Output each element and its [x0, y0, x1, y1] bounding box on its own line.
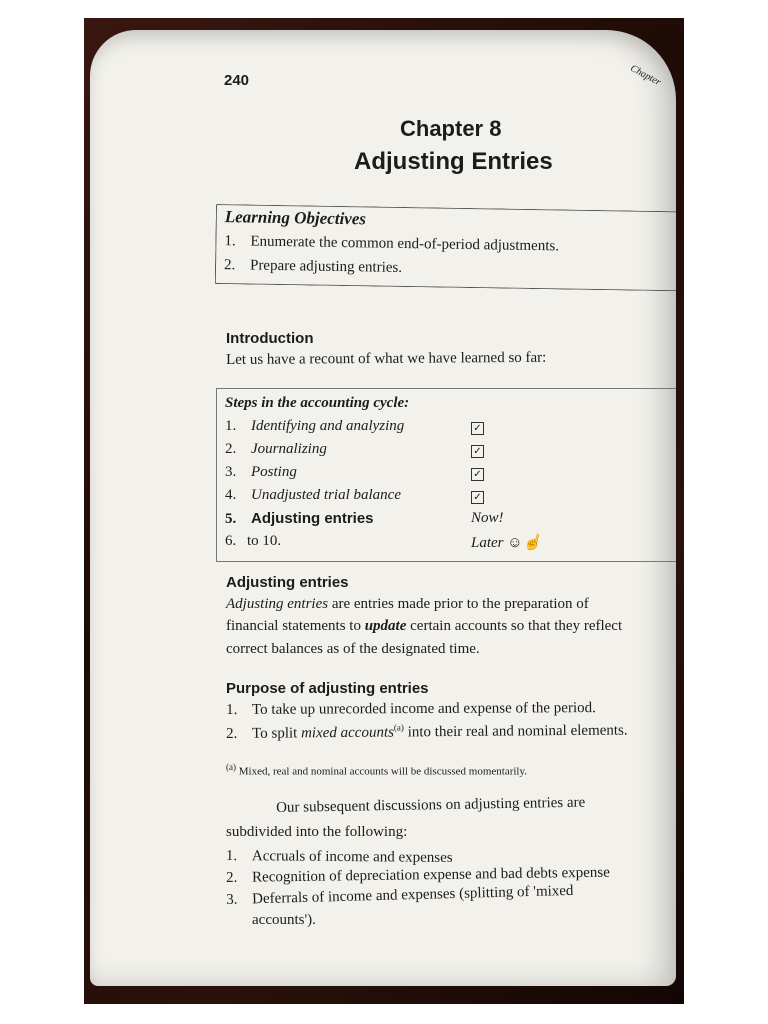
chapter-title: Adjusting Entries [354, 148, 553, 175]
list-item: 3. Deferrals of income and expenses (splitting of 'mixed [226, 882, 574, 908]
objective-item [224, 257, 402, 277]
step-item [225, 464, 297, 481]
step-label: Adjusting entries [251, 510, 374, 527]
objective-number: 2. [223, 257, 236, 274]
checkbox-checked-icon: ✓ [471, 445, 484, 458]
purpose-item: 2. To split mixed accounts$^{(a)}$ into their real and nominal elements. [226, 722, 628, 742]
paragraph-line: subdivided into the following: [226, 824, 408, 840]
objective-number: 1. [224, 233, 236, 250]
learning-objectives-box [215, 204, 676, 292]
list-item: 1. Accruals of income and expenses [225, 848, 453, 866]
step-number: 2. [225, 441, 237, 457]
steps-title: Steps in the accounting cycle: [225, 395, 410, 411]
step-label: to 10. [247, 533, 282, 549]
step-label: Unadjusted trial balance [251, 487, 401, 503]
objective-text: Enumerate the common end-of-period adjustments. [250, 233, 560, 255]
checkbox-checked-icon: ✓ [471, 468, 484, 481]
emphasis: update [364, 618, 407, 634]
step-item [225, 510, 374, 528]
page-content [90, 30, 676, 986]
checkbox-checked-icon: ✓ [471, 491, 484, 504]
step-status [471, 465, 484, 482]
purpose-heading: Purpose of adjusting entries [226, 680, 429, 697]
footnote: $^{(a)}$ Mixed, real and nominal accounts will be discussed momentarily. [226, 762, 528, 778]
step-label: Posting [251, 464, 297, 480]
list-item: 2. Recognition of depreciation expense and bad debts expense [226, 864, 610, 886]
introduction-heading: Introduction [226, 330, 314, 347]
step-status [471, 419, 484, 436]
footnote-ref: (a) [393, 722, 404, 733]
step-item [225, 418, 404, 435]
step-number: 5. [225, 511, 237, 527]
emphasis: Adjusting entries [226, 596, 329, 612]
learning-objectives-title: Learning Objectives [224, 207, 367, 229]
book-photo [84, 18, 684, 1004]
adjusting-entries-heading: Adjusting entries [226, 574, 349, 591]
step-number: 3. [225, 464, 237, 480]
book-page [90, 30, 676, 986]
step-label: Identifying and analyzing [251, 418, 405, 434]
purpose-item: 1. To take up unrecorded income and expense of the period. [226, 700, 596, 718]
objective-text: Prepare adjusting entries. [249, 257, 403, 276]
list-item-continuation: accounts'). [252, 912, 316, 928]
objective-item [224, 233, 559, 255]
step-item [225, 487, 401, 504]
paragraph-line: financial statements to update certain accounts so that they reflect [226, 618, 623, 634]
step-number: 4. [225, 487, 237, 503]
step-number: 1. [225, 418, 237, 434]
step-status [471, 488, 484, 505]
step-item [225, 441, 327, 458]
paragraph-line: correct balances as of the designated time. [226, 641, 480, 657]
emphasis: mixed accounts [300, 724, 395, 742]
step-label: Journalizing [251, 441, 327, 457]
step-status-now: Now! [471, 510, 504, 526]
paragraph-line: Our subsequent discussions on adjusting entries are [276, 794, 586, 816]
running-head: Chapter [628, 62, 663, 89]
footnote-mark: (a) [226, 762, 236, 772]
accounting-cycle-steps-box [216, 388, 676, 562]
checkbox-checked-icon: ✓ [471, 422, 484, 435]
step-status-later: Later ☺☝ [471, 535, 542, 551]
chapter-number: Chapter 8 [400, 116, 502, 141]
step-item [225, 533, 281, 550]
introduction-text: Let us have a recount of what we have learned so far: [226, 349, 547, 368]
page-number: 240 [224, 72, 250, 89]
paragraph-line: Adjusting entries are entries made prior to the preparation of [226, 596, 589, 612]
step-number: 6. [225, 533, 237, 549]
step-status [471, 442, 484, 459]
